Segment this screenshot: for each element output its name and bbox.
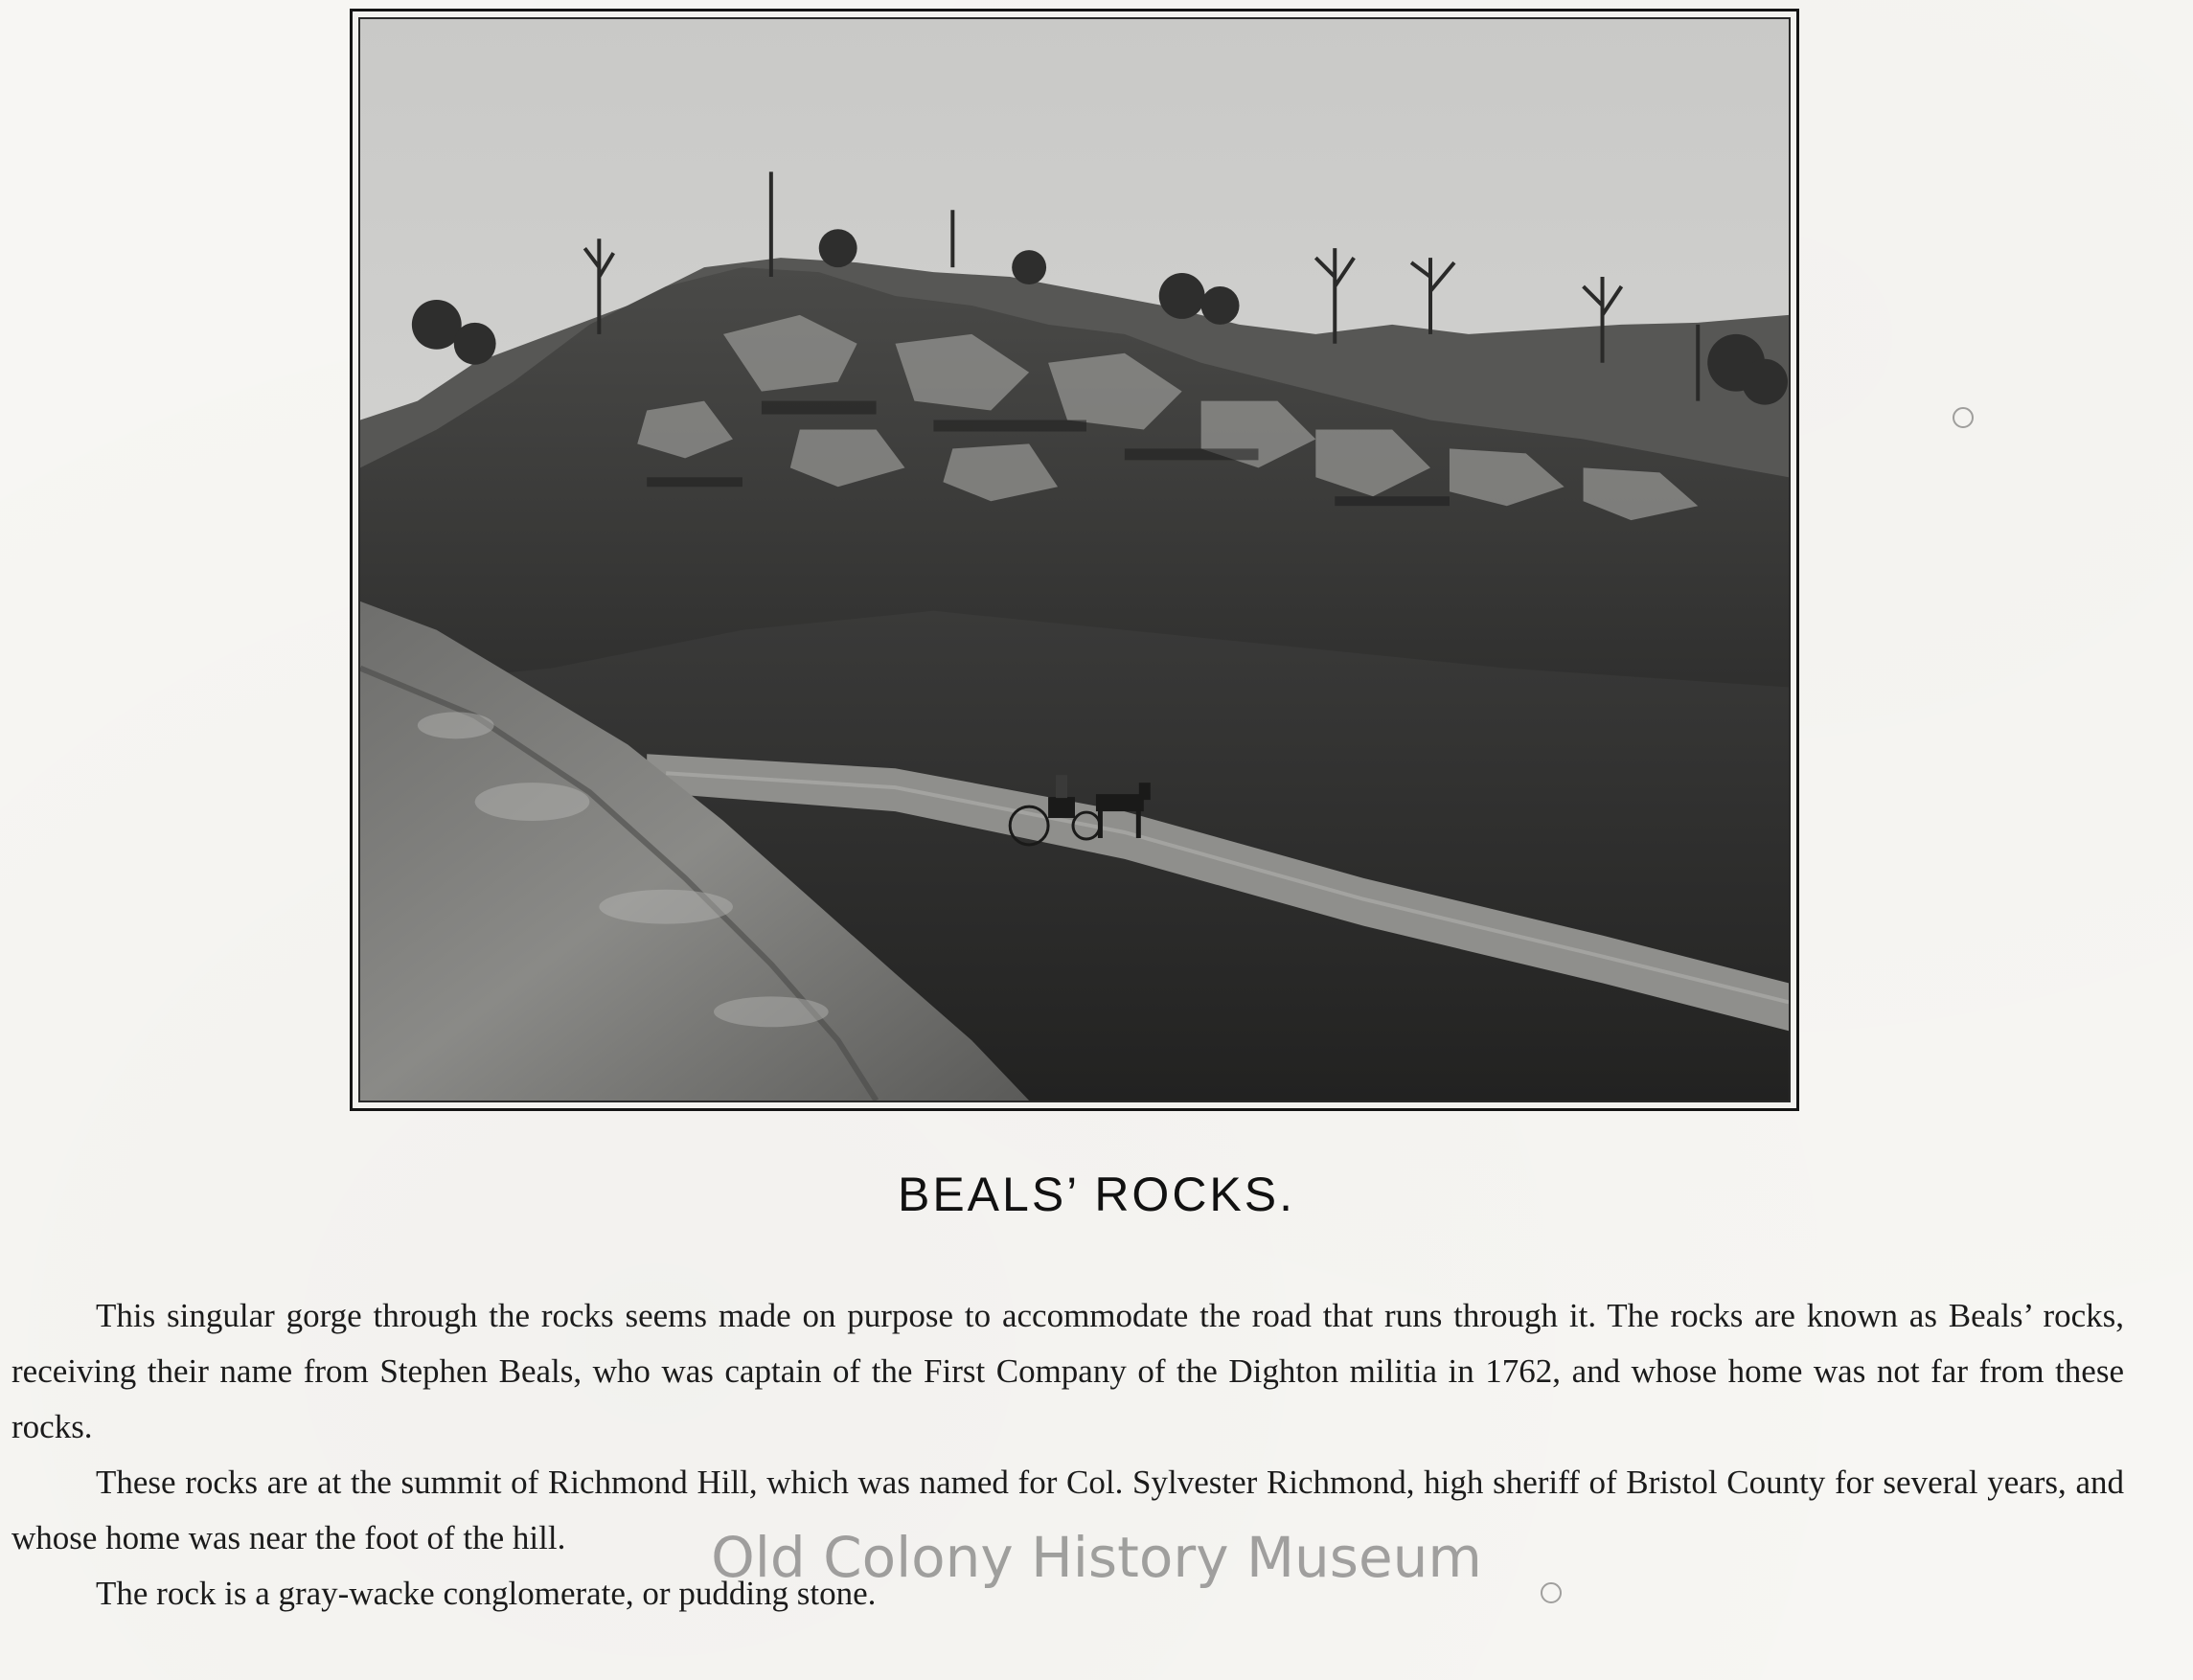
museum-watermark: Old Colony History Museum — [711, 1525, 1482, 1590]
paragraph-1: This singular gorge through the rocks seems made on purpose to accommodate the road that runs through it. The rocks are known as Beals’ rocks, receiving their name from Stephen Beals, who was captain of the First Company of the Dighton militia in 1762, and whose home was not far from these rocks. — [11, 1297, 2124, 1445]
body-text — [11, 1288, 2124, 1622]
paper-speck — [1953, 407, 1974, 428]
paper-speck — [1541, 1582, 1562, 1603]
paragraph-3: The rock is a gray-wacke conglomerate, or pudding stone. — [96, 1575, 877, 1612]
caption-title: BEALS’ ROCKS. — [897, 1168, 1296, 1221]
photograph-frame — [350, 9, 1799, 1111]
beals-rocks-photograph — [358, 17, 1791, 1102]
paragraph-2: These rocks are at the summit of Richmond Hill, which was named for Col. Sylvester Richmond, high sheriff of Bristol County for several years, and whose home was near the foot of the hill. — [11, 1464, 2124, 1556]
